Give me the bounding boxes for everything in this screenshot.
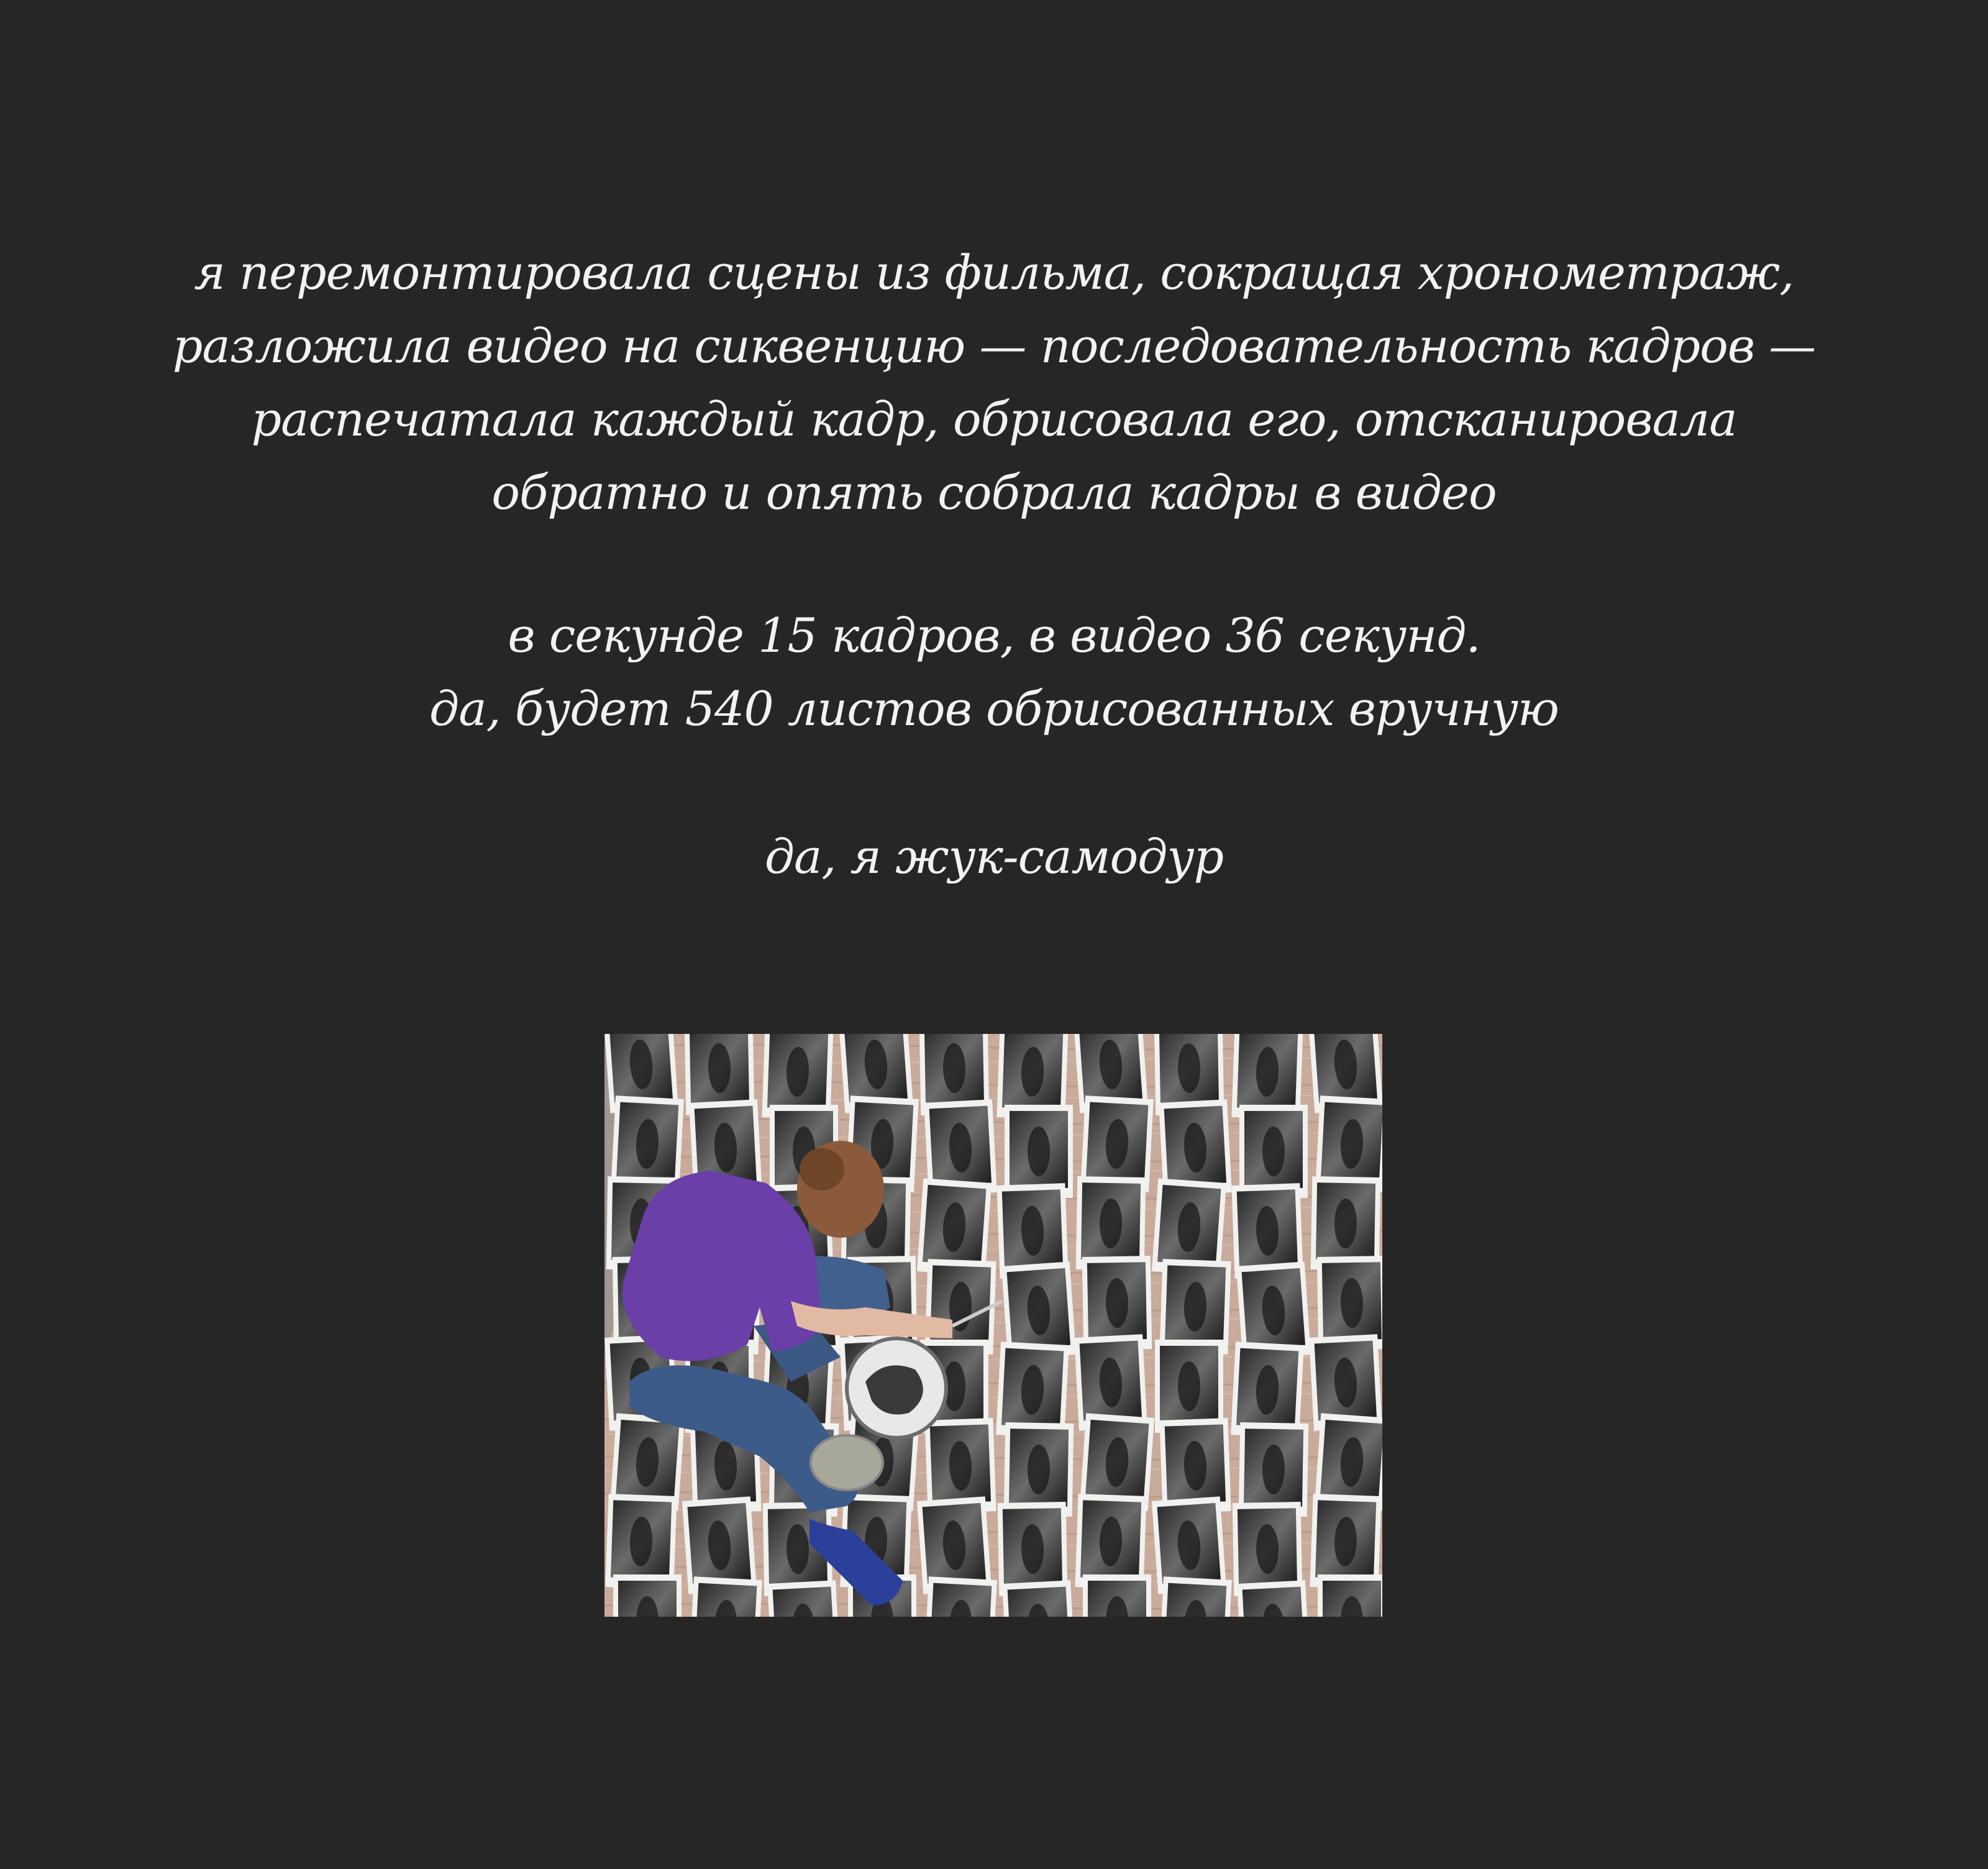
text-line: да, я жук-самодур — [764, 829, 1224, 884]
text-line: разложила видео на сиквенцию — последовательность кадров — — [172, 318, 1816, 373]
text-line: в секунде 15 кадров, в видео 36 секунд. — [508, 608, 1480, 663]
printed-frame-sheet — [1159, 1576, 1232, 1617]
closing-paragraph — [0, 820, 1988, 893]
frames-paragraph — [0, 599, 1988, 746]
printed-frame-sheet — [613, 1574, 682, 1617]
text-line: я перемонтировала сцены из фильма, сокращая хронометраж, — [194, 245, 1794, 300]
printed-frame-sheet — [767, 1580, 841, 1617]
printed-frame-sheet — [689, 1576, 762, 1617]
printed-frame-sheet — [1318, 1574, 1382, 1617]
text-line: обратно и опять собрала кадры в видео — [491, 465, 1497, 520]
printed-frame-sheet — [924, 1576, 997, 1617]
hair-bun — [800, 1148, 844, 1190]
text-line: да, будет 540 листов обрисованных вручную — [429, 681, 1559, 736]
jar-lid — [811, 1435, 883, 1490]
text-line: распечатала каждый кадр, обрисовала его, отсканировала — [251, 391, 1737, 447]
printed-frame-sheet — [1237, 1580, 1310, 1617]
studio-photo — [604, 1034, 1382, 1617]
photo-illustration — [604, 1034, 1382, 1617]
printed-frame-sheet — [1002, 1580, 1075, 1617]
printed-frame-sheet — [1083, 1574, 1151, 1617]
intro-paragraph — [0, 236, 1988, 529]
